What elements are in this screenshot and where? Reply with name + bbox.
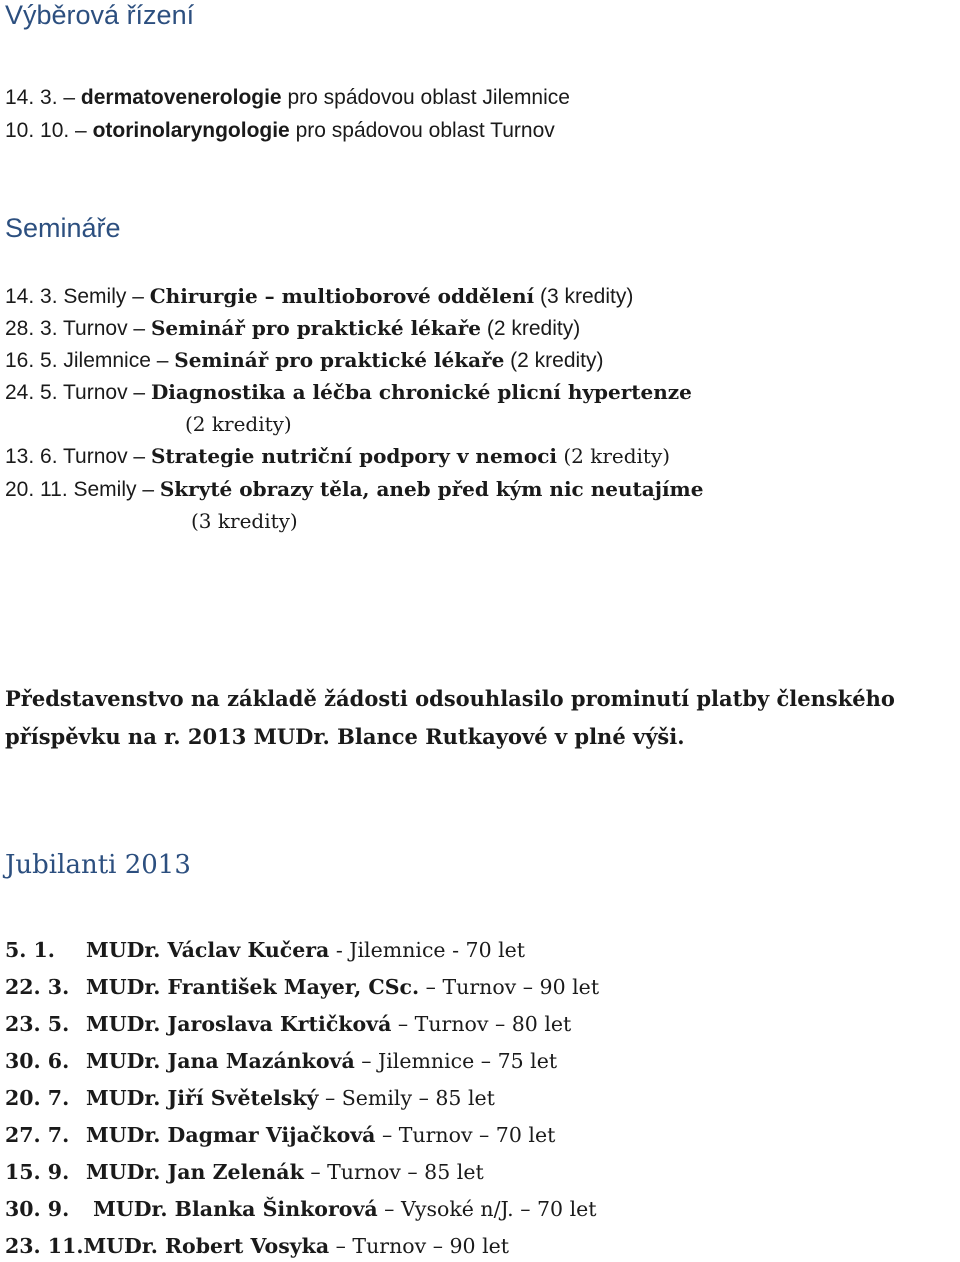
- jubilant-row: 15. 9. MUDr. Jan Zelenák – Turnov – 85 let: [5, 1160, 484, 1184]
- jubilants-heading: Jubilanti 2013: [5, 850, 191, 880]
- selection-item: 14. 3. – dermatovenerologie pro spádovou oblast Jilemnice: [5, 86, 570, 109]
- seminar-item: 28. 3. Turnov – Seminář pro praktické lékaře (2 kredity): [5, 316, 581, 340]
- seminar-item-credits: (2 kredity): [185, 412, 292, 436]
- jubilant-row: 30. 6. MUDr. Jana Mazánková – Jilemnice – 75 let: [5, 1049, 558, 1073]
- selection-heading: Výběrová řízení: [5, 0, 195, 30]
- jubilant-row: 22. 3. MUDr. František Mayer, CSc. – Turnov – 90 let: [5, 975, 600, 999]
- selection-item: 10. 10. – otorinolaryngologie pro spádovou oblast Turnov: [5, 119, 555, 142]
- seminar-item: 13. 6. Turnov – Strategie nutriční podpory v nemoci (2 kredity): [5, 444, 671, 468]
- jubilant-row: 27. 7. MUDr. Dagmar Vijačková – Turnov – 70 let: [5, 1123, 556, 1147]
- jubilant-row: 30. 9. MUDr. Blanka Šinkorová – Vysoké n/J. – 70 let: [5, 1197, 597, 1221]
- seminar-item: 14. 3. Semily – Chirurgie – multioborové oddělení (3 kredity): [5, 284, 634, 308]
- jubilant-row: 23. 5. MUDr. Jaroslava Krtičková – Turnov – 80 let: [5, 1012, 572, 1036]
- seminar-item: 16. 5. Jilemnice – Seminář pro praktické lékaře (2 kredity): [5, 348, 604, 372]
- seminar-item-credits: (3 kredity): [191, 509, 298, 533]
- seminars-heading: Semináře: [5, 213, 121, 243]
- jubilant-row: 5. 1. MUDr. Václav Kučera - Jilemnice - 70 let: [5, 938, 526, 962]
- jubilant-row: 23. 11.MUDr. Robert Vosyka – Turnov – 90 let: [5, 1234, 510, 1258]
- jubilant-row: 20. 7. MUDr. Jiří Světelský – Semily – 85 let: [5, 1086, 495, 1110]
- seminar-item: 20. 11. Semily – Skryté obrazy těla, aneb před kým nic neutajíme: [5, 477, 704, 501]
- membership-fee-notice: Představenstvo na základě žádosti odsouhlasilo prominutí platby členského příspěvku na r. 2013 MUDr. Blance Rutkayové v plné výši.: [5, 686, 895, 749]
- seminar-item: 24. 5. Turnov – Diagnostika a léčba chronické plicní hypertenze: [5, 380, 692, 404]
